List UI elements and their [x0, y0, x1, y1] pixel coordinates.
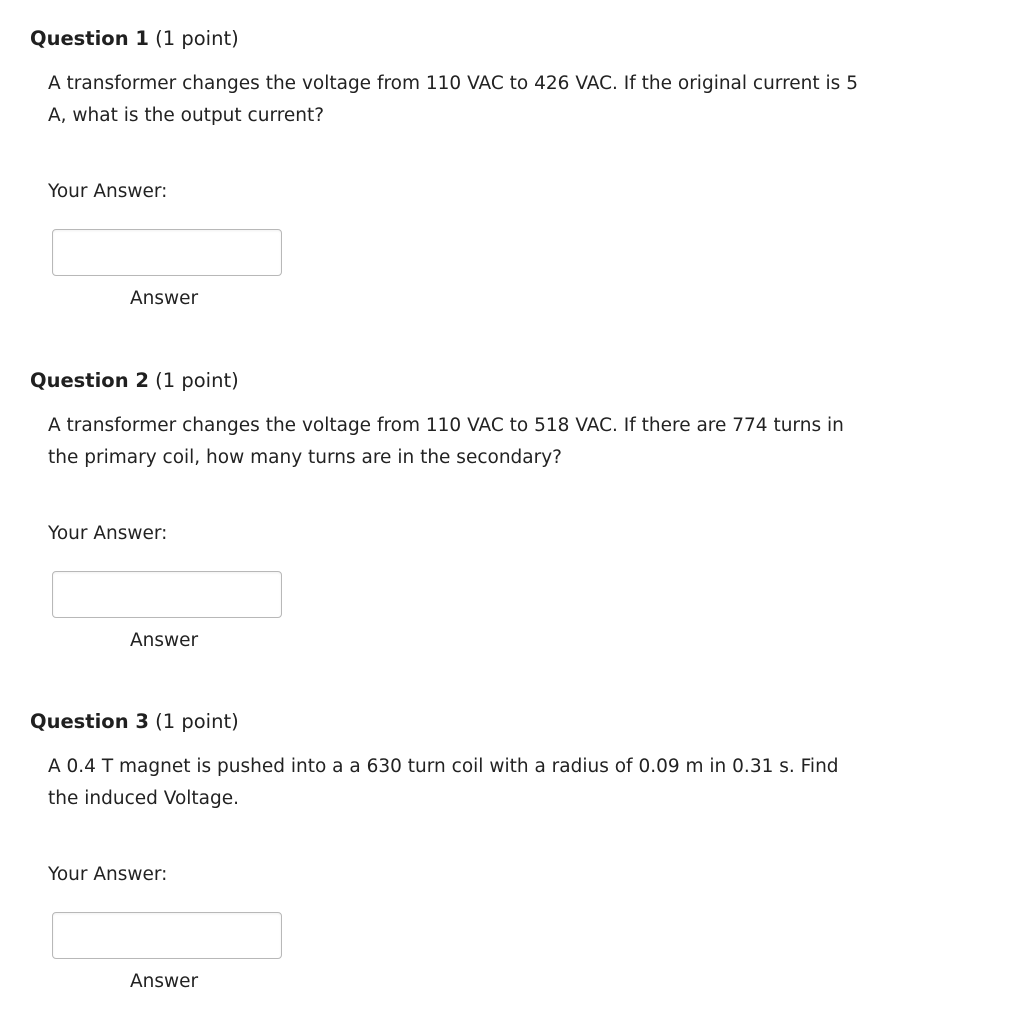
question-heading [30, 368, 239, 394]
question-text: A transformer changes the voltage from 110 VAC to 518 VAC. If there are 774 turns in the primary coil, how many turns are in the secondary? [48, 415, 844, 468]
question-points: (1 point) [155, 710, 239, 733]
answer-caption: Answer [130, 971, 199, 992]
question-heading [30, 26, 239, 52]
question-title: Question 2 [30, 369, 149, 392]
question-text: A 0.4 T magnet is pushed into a a 630 turn coil with a radius of 0.09 m in 0.31 s. Find the induced Voltage. [48, 756, 839, 809]
answer-input[interactable] [52, 571, 282, 618]
question-points: (1 point) [155, 369, 239, 392]
question-heading [30, 709, 239, 735]
answer-caption: Answer [130, 288, 199, 309]
question-title: Question 1 [30, 27, 149, 50]
question-text: A transformer changes the voltage from 110 VAC to 426 VAC. If the original current is 5 A, what is the output current? [48, 73, 858, 126]
question-points: (1 point) [155, 27, 239, 50]
question-title: Question 3 [30, 710, 149, 733]
your-answer-label: Your Answer: [48, 864, 168, 885]
your-answer-label: Your Answer: [48, 181, 168, 202]
your-answer-label: Your Answer: [48, 523, 168, 544]
answer-input[interactable] [52, 912, 282, 959]
answer-input[interactable] [52, 229, 282, 276]
answer-caption: Answer [130, 630, 199, 651]
